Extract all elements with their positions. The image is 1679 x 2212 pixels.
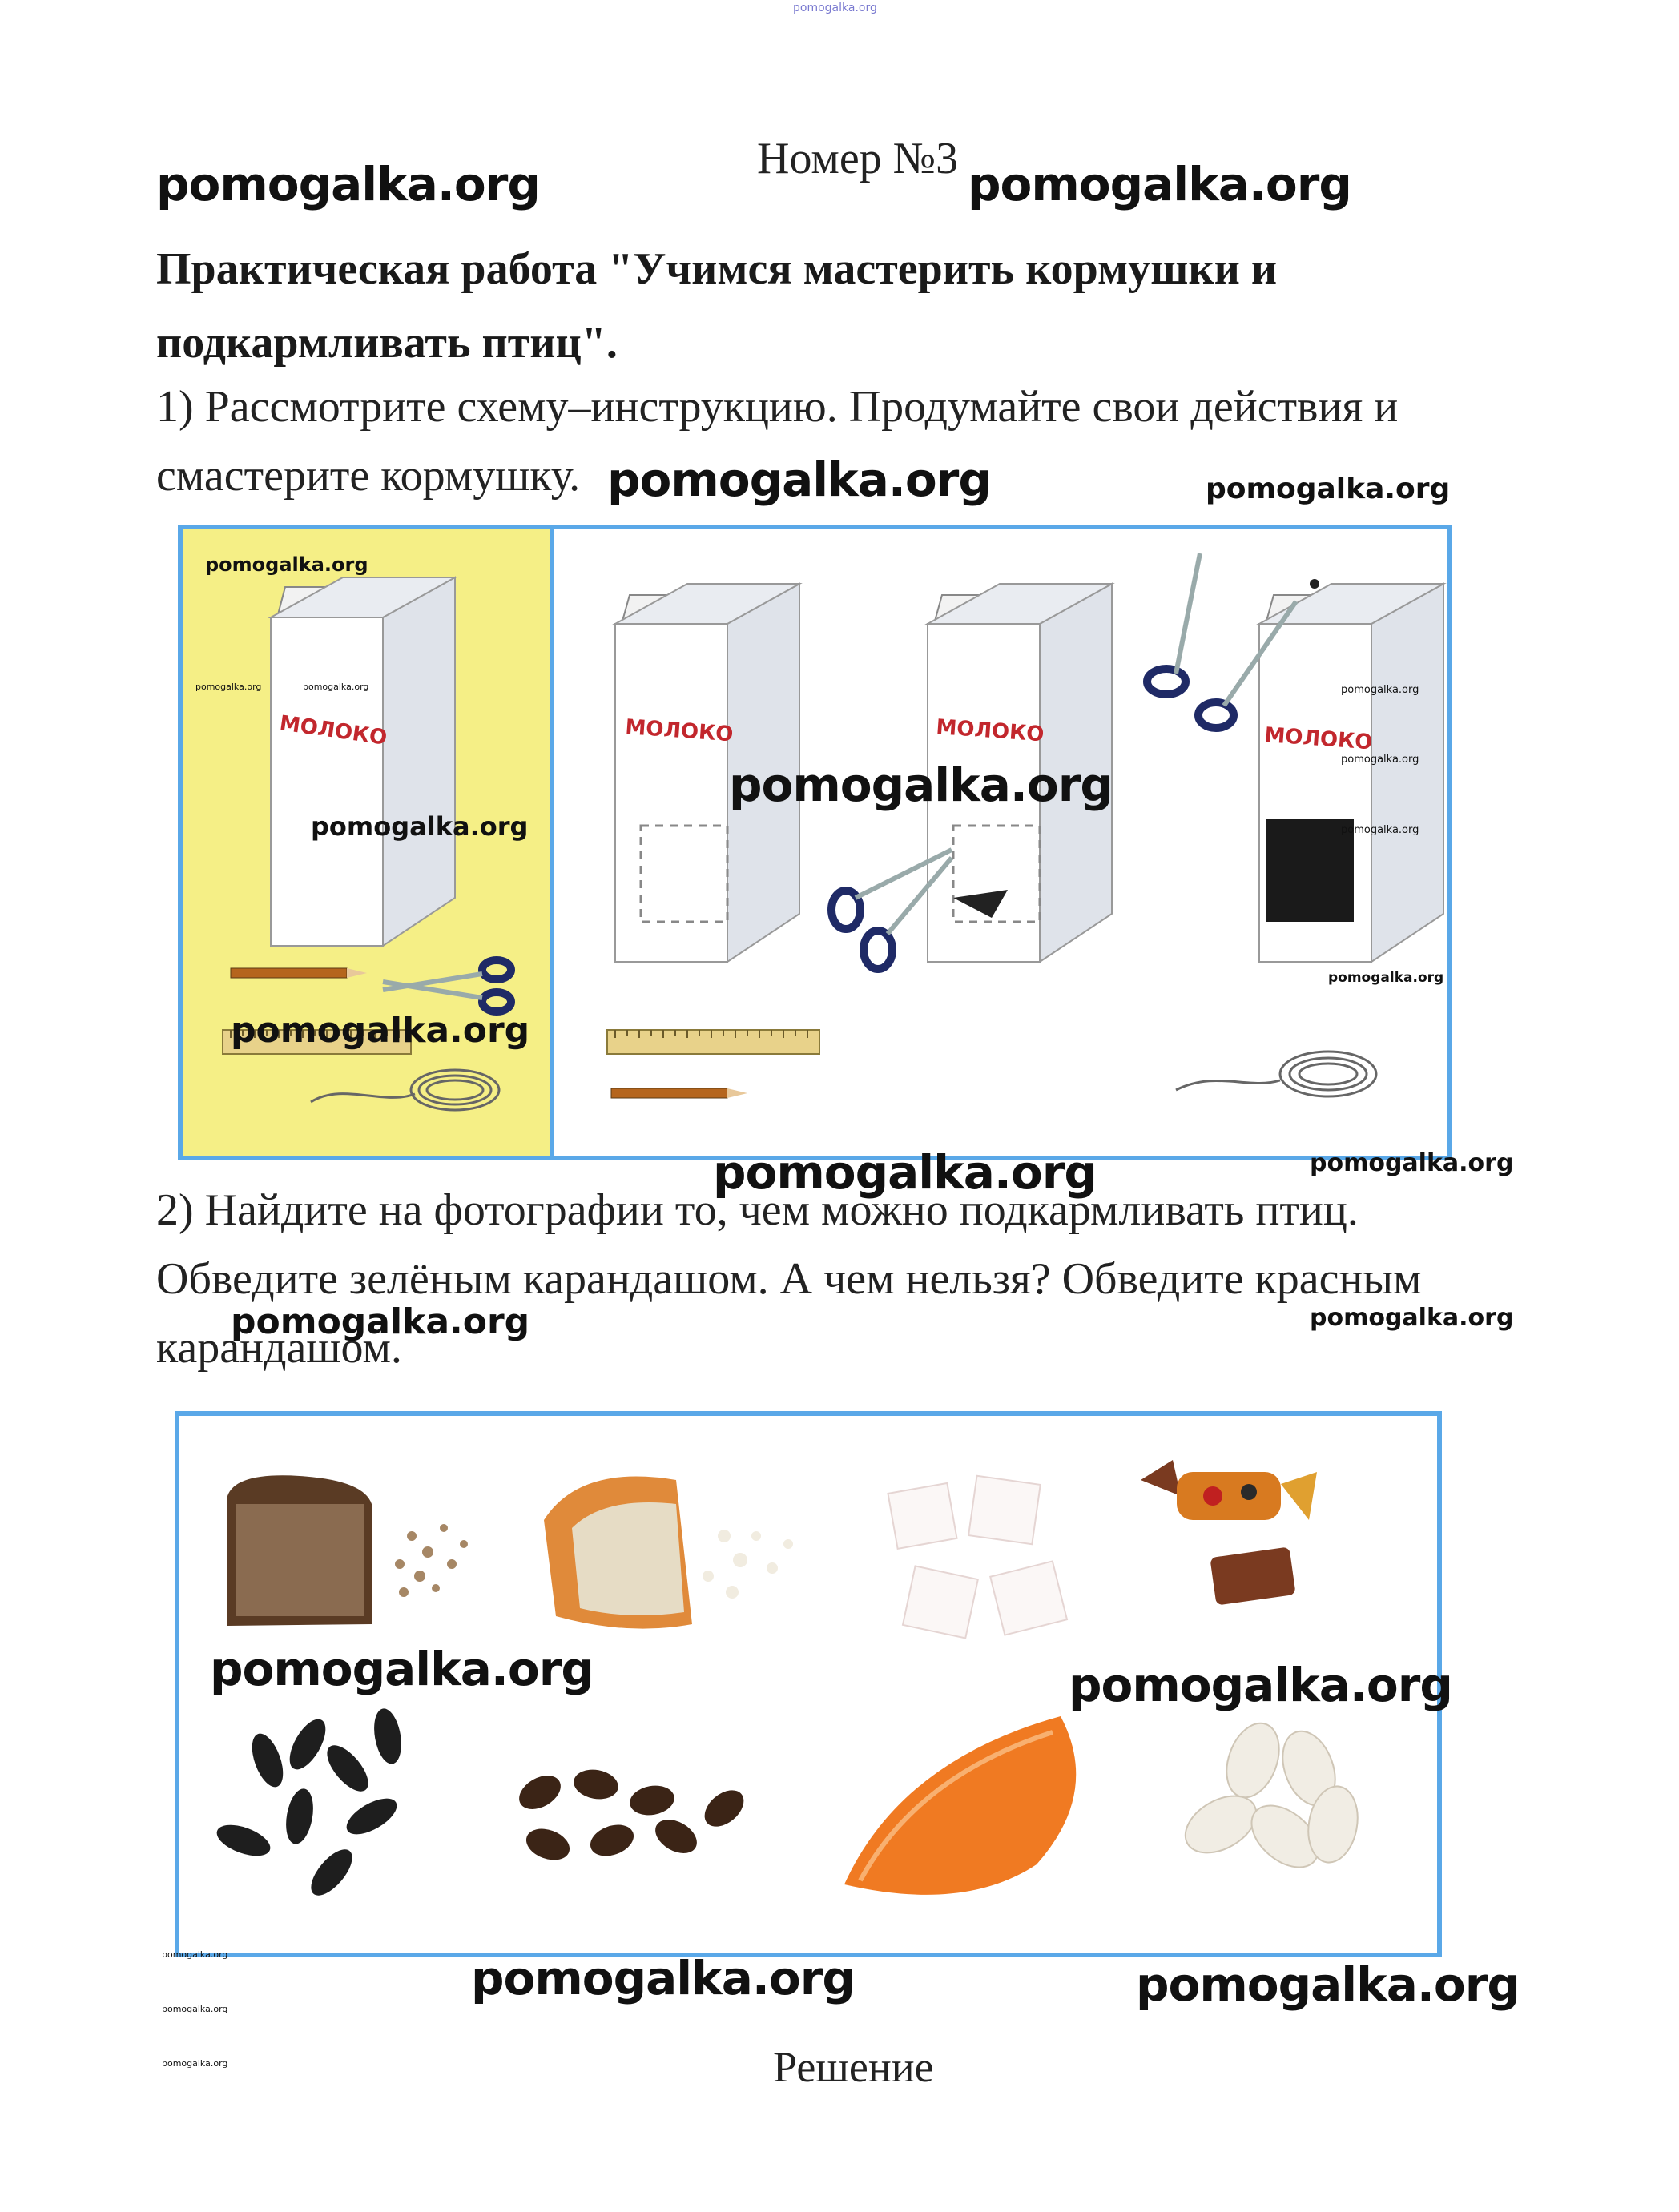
task1-line-1: 1) Рассмотрите схему–инструкцию. Продумайте свои действия и: [156, 382, 1399, 432]
watermark: pomogalka.org: [607, 452, 991, 507]
watermark: pomogalka.org: [1328, 970, 1444, 986]
solution-heading: Решение: [773, 2043, 934, 2091]
watermark: pomogalka.org: [205, 553, 368, 576]
candy-icon: [1141, 1460, 1317, 1606]
watermark: pomogalka.org: [471, 1951, 855, 2005]
task1-line-2: смастерите кормушку.: [156, 451, 581, 501]
pencil-icon: [611, 1088, 747, 1098]
watermark: pomogalka.org: [303, 682, 369, 692]
watermark: pomogalka.org: [1341, 684, 1419, 696]
pencil-icon: [231, 968, 367, 978]
heading-line-2: подкармливать птиц".: [156, 318, 618, 368]
watermark: pomogalka.org: [162, 2058, 228, 2069]
watermark: pomogalka.org: [162, 2004, 228, 2014]
page-title: Номер №3: [757, 134, 959, 183]
sugar-cubes-icon: [888, 1476, 1067, 1639]
task2-line-3: карандашом.: [156, 1323, 402, 1373]
watermark: pomogalka.org: [195, 682, 262, 692]
pumpkin-seeds-icon: [1175, 1716, 1363, 1880]
svg-text:МОЛОКО: МОЛОКО: [278, 711, 389, 750]
watermark: pomogalka.org: [1136, 1957, 1520, 2012]
sunflower-seeds-icon: [213, 1707, 405, 1902]
svg-text:МОЛОКО: МОЛОКО: [624, 715, 735, 747]
watermark: pomogalka.org: [231, 1010, 530, 1051]
watermelon-seeds-icon: [513, 1766, 751, 1865]
watermark: pomogalka.org: [729, 758, 1113, 812]
watermark: pomogalka.org: [968, 157, 1351, 211]
watermark: pomogalka.org: [210, 1642, 594, 1696]
watermark: pomogalka.org: [713, 1145, 1097, 1200]
watermark: pomogalka.org: [311, 811, 529, 842]
task2-line-2: Обведите зелёным карандашом. А чем нельзя? Обведите красным: [156, 1254, 1422, 1304]
milk-carton-icon: [1259, 579, 1443, 962]
watermark: pomogalka.org: [162, 1949, 228, 1960]
watermark: pomogalka.org: [1069, 1658, 1452, 1712]
watermark: pomogalka.org: [231, 1301, 530, 1342]
task2-line-1: 2) Найдите на фотографии то, чем можно подкармливать птиц.: [156, 1185, 1359, 1235]
food-photo-panel: [175, 1411, 1452, 1957]
watermark: pomogalka.org: [1341, 824, 1419, 836]
milk-carton-icon: [271, 577, 455, 946]
string-coil-icon: [1176, 1052, 1376, 1096]
svg-text:МОЛОКО: МОЛОКО: [1263, 723, 1374, 755]
orange-slice-icon: [844, 1716, 1076, 1895]
watermark: pomogalka.org: [1310, 1149, 1514, 1177]
heading-line-1: Практическая работа "Учимся мастерить кормушки и: [156, 244, 1278, 294]
instruction-illustration: [183, 529, 1447, 1156]
watermark: pomogalka.org: [1206, 473, 1451, 505]
dark-bread-icon: [227, 1475, 468, 1626]
watermark: pomogalka.org: [156, 157, 540, 211]
ruler-icon: [607, 1030, 819, 1054]
watermark: pomogalka.org: [1310, 1304, 1514, 1332]
instruction-diagram: [178, 525, 1452, 1160]
svg-text:МОЛОКО: МОЛОКО: [935, 715, 1045, 747]
site-link-top[interactable]: pomogalka.org: [793, 2, 877, 14]
watermark: pomogalka.org: [1341, 754, 1419, 766]
white-bread-icon: [544, 1477, 793, 1629]
